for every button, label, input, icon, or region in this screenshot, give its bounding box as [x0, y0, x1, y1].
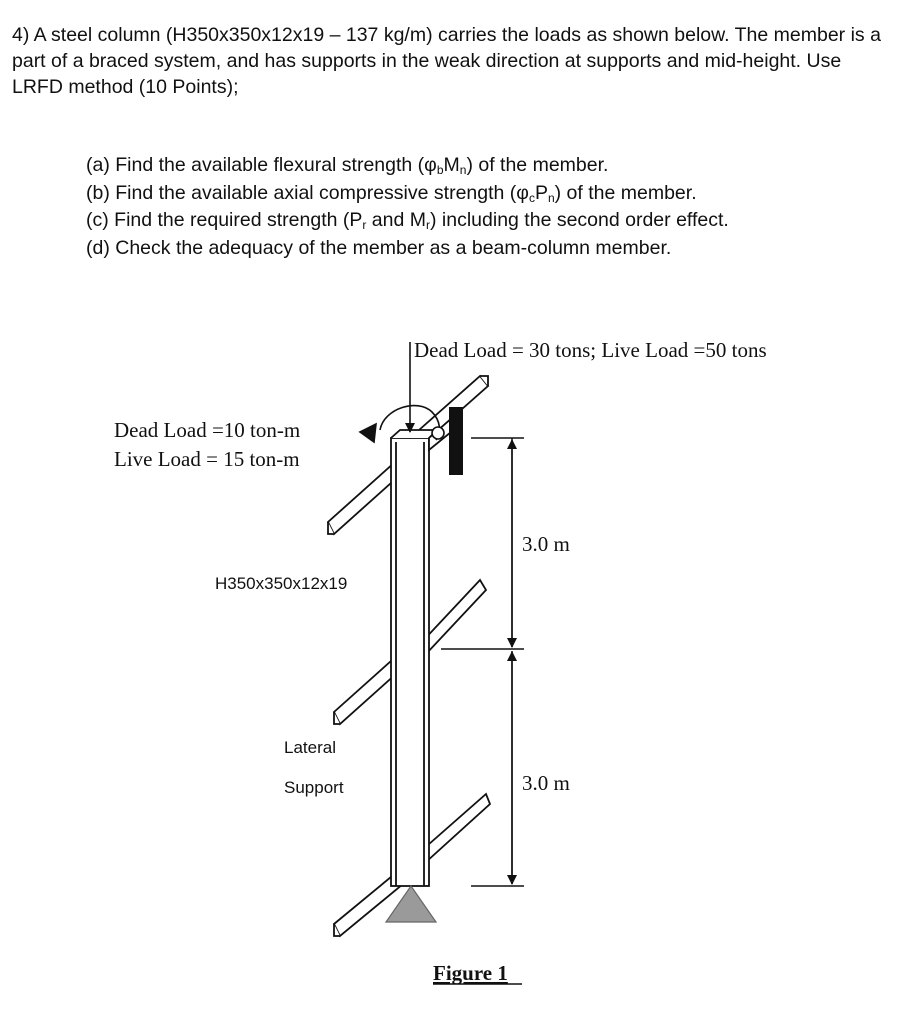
upper-segment-length: 3.0 m: [522, 532, 570, 556]
axial-load-label: Dead Load = 30 tons; Live Load =50 tons: [414, 338, 767, 362]
moment-live-load: Live Load = 15 ton-m: [114, 447, 300, 471]
problem-statement: 4) A steel column (H350x350x12x19 – 137 kg/m) carries the loads as shown below. The member is a part of a braced system, and has supports in the weak direction at supports and mid-height. Use LRFD method (10 Points);: [12, 24, 881, 98]
section-label: H350x350x12x19: [215, 574, 348, 593]
dimension-lines: [441, 438, 524, 886]
lower-segment-length: 3.0 m: [522, 771, 570, 795]
lateral-support-label-line1: Lateral: [284, 738, 336, 757]
part-a: (a) Find the available flexural strength $(\varphi_bM_n)$ of the member.: [86, 154, 609, 177]
part-c: (c) Find the required strength ($P_r$ and $M_r$) including the second order effect.: [86, 209, 729, 232]
steel-column: [391, 430, 437, 886]
part-b: (b) Find the available axial compressive strength $(\varphi_cP_n)$ of the member.: [86, 181, 697, 205]
moment-dead-load: Dead Load =10 ton-m: [114, 418, 301, 442]
part-d: (d) Check the adequacy of the member as a beam-column member.: [86, 236, 672, 259]
lateral-support-label-line2: Support: [284, 778, 344, 797]
figure-caption: Figure 1: [433, 961, 508, 985]
top-restraint-block: [449, 407, 463, 475]
figure-1-column-diagram: [0, 300, 903, 1024]
problem-parts: [86, 152, 886, 262]
